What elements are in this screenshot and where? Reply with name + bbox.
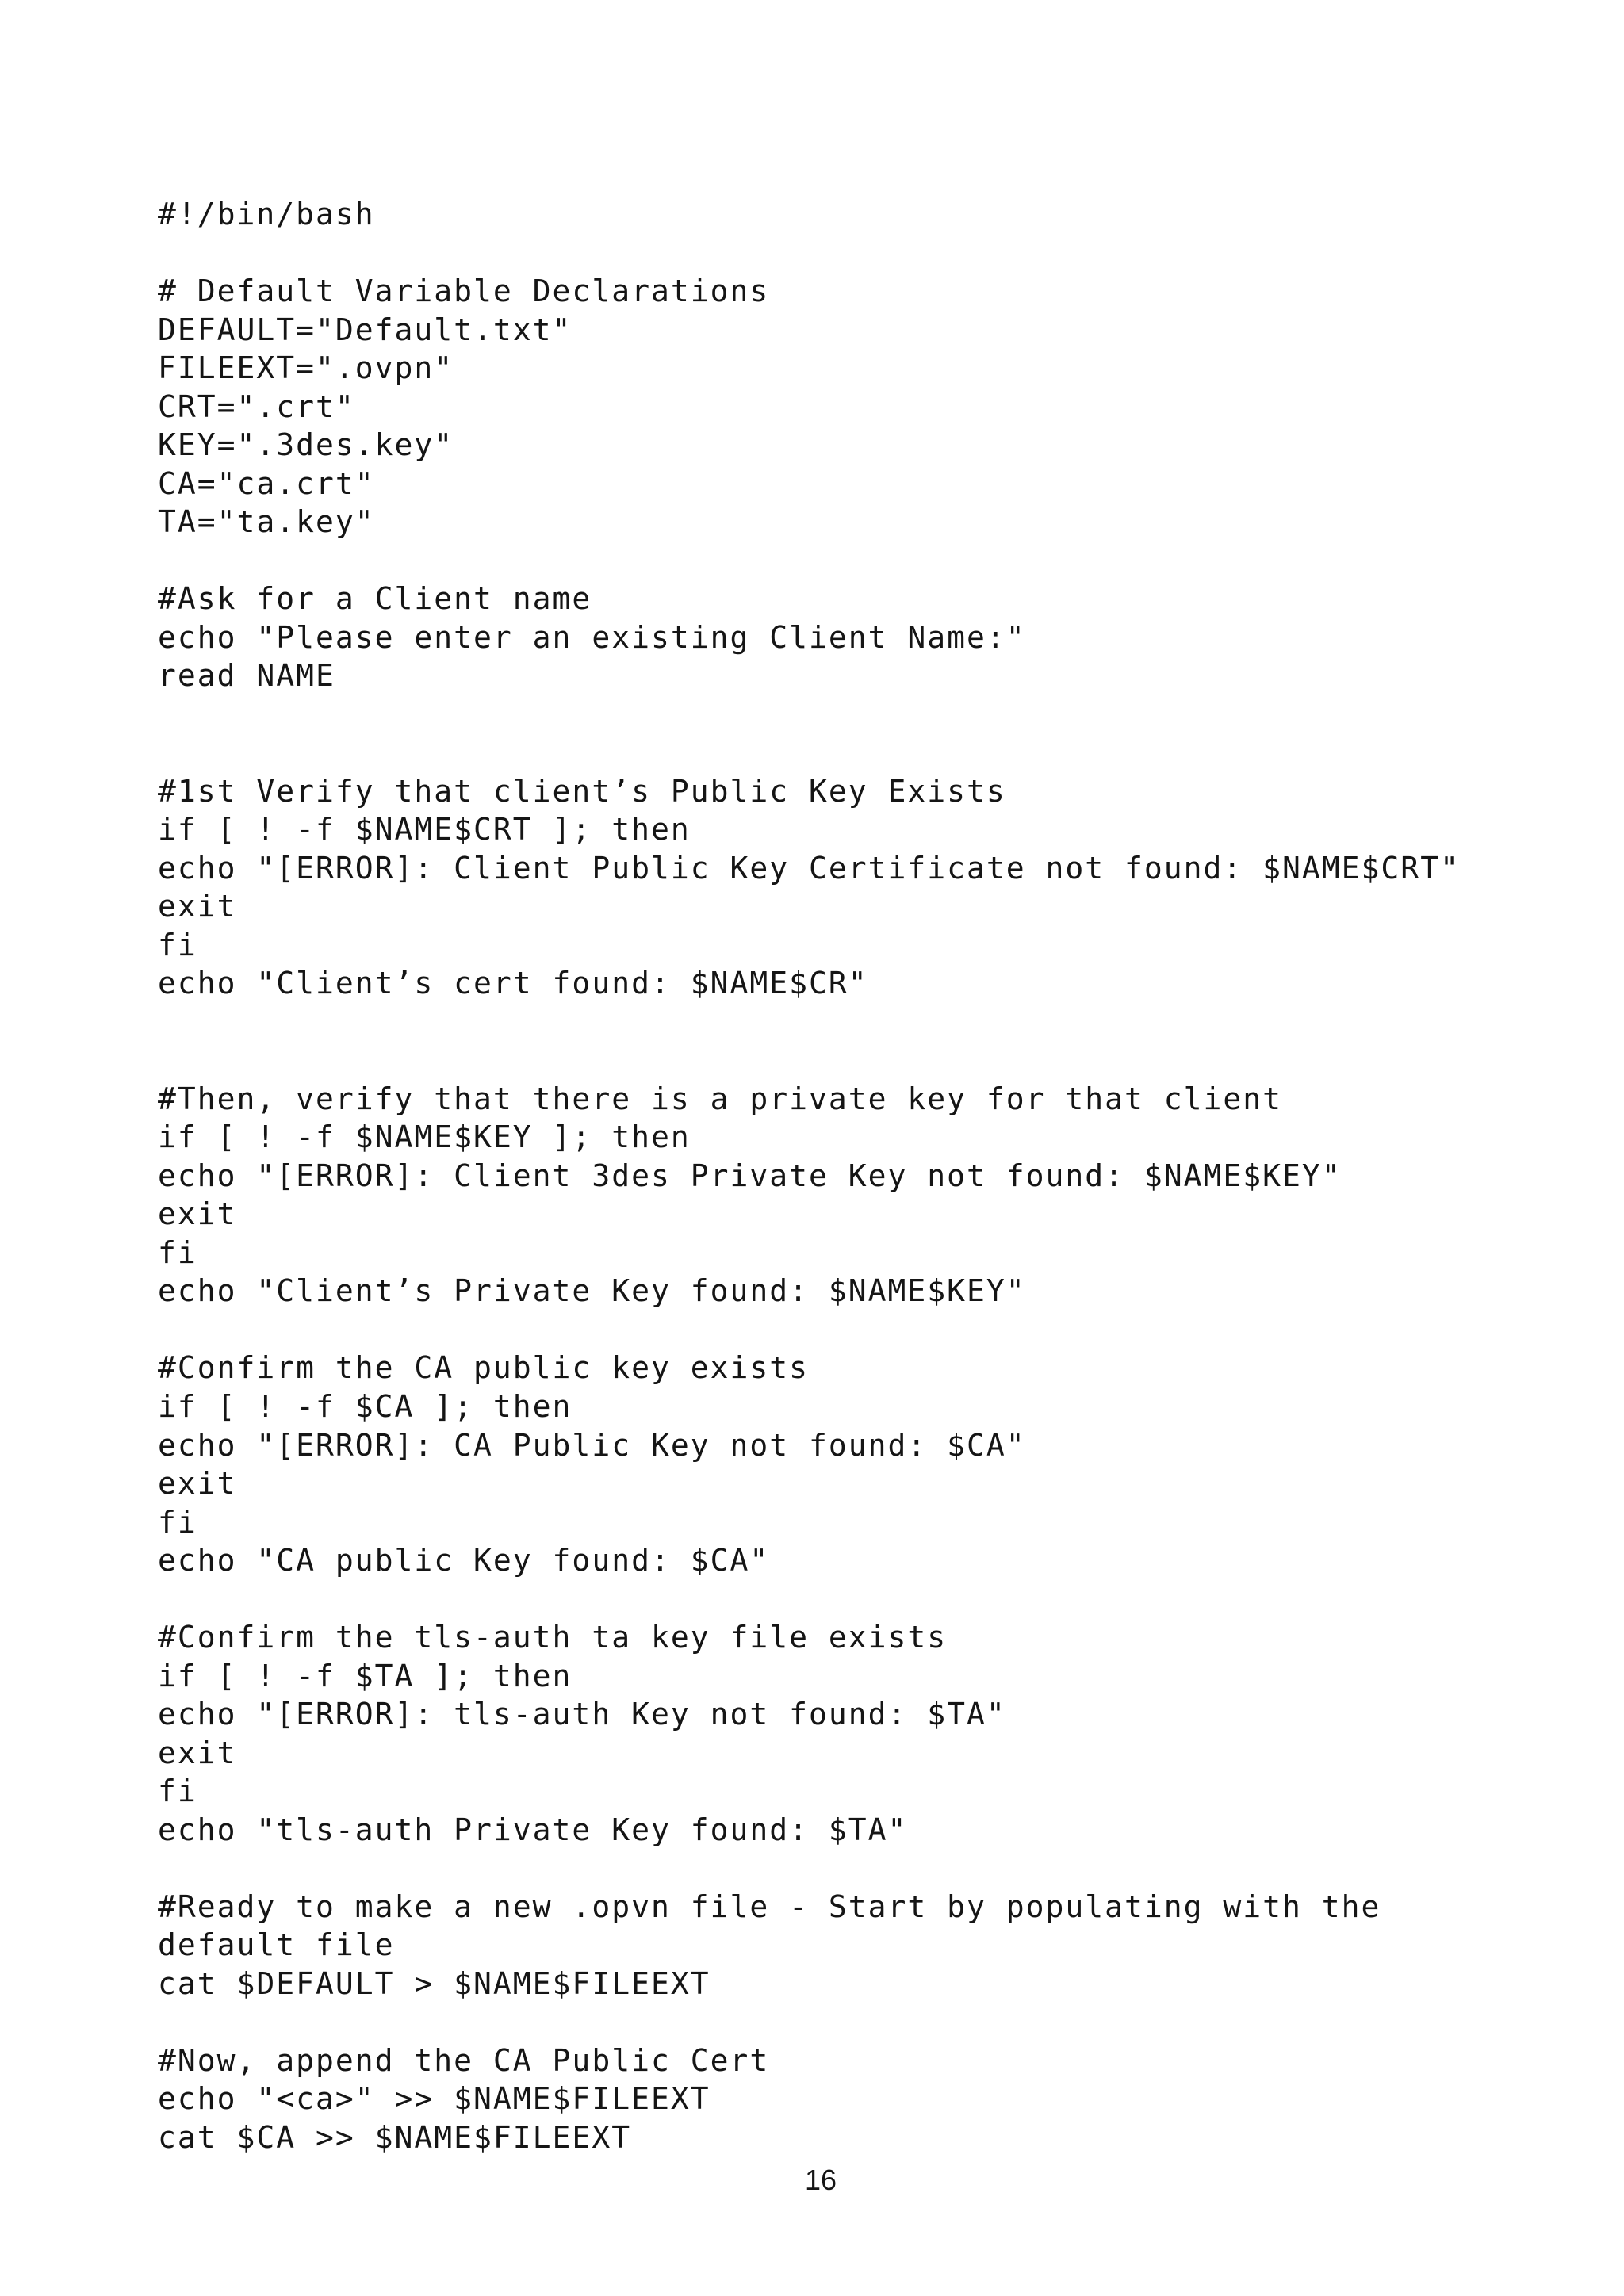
code-line: if [ ! -f $CA ]; then [158,1388,573,1424]
code-line: DEFAULT="Default.txt" [158,312,573,347]
code-line: if [ ! -f $NAME$KEY ]; then [158,1119,691,1155]
code-line: fi [158,1774,197,1809]
code-line: echo "tls-auth Private Key found: $TA" [158,1812,908,1847]
code-line: exit [158,1196,237,1232]
code-line: #!/bin/bash [158,197,375,232]
code-line: exit [158,1735,237,1770]
code-line: KEY=".3des.key" [158,427,454,463]
code-comment-line: #Then, verify that there is a private key for that client [158,1081,1283,1116]
code-line: echo "[ERROR]: Client Public Key Certificate not found: $NAME$CRT" [158,850,1460,886]
code-comment-line: # Default Variable Declarations [158,274,770,309]
code-comment-line: #Confirm the CA public key exists [158,1350,809,1386]
code-line: FILEEXT=".ovpn" [158,350,454,386]
code-line: if [ ! -f $TA ]; then [158,1658,573,1693]
code-line: read NAME [158,658,335,694]
code-line: cat $DEFAULT > $NAME$FILEEXT [158,1965,710,2001]
code-line: echo "[ERROR]: tls-auth Key not found: $TA" [158,1697,1006,1732]
code-line: exit [158,889,237,924]
code-line: echo "Client’s cert found: $NAME$CR" [158,966,868,1001]
code-block-confirm-tls-auth [158,1618,1585,1849]
code-comment-line: #Now, append the CA Public Cert [158,2042,770,2078]
code-line: echo "[ERROR]: CA Public Key not found: $CA" [158,1427,1026,1463]
code-comment-line: #Ask for a Client name [158,581,592,617]
code-block-ask-name [158,580,1585,695]
code-line: exit [158,1466,237,1502]
code-line: fi [158,1504,197,1540]
code-line: TA="ta.key" [158,504,375,540]
code-line: echo "Client’s Private Key found: $NAME$KEY" [158,1273,1026,1309]
code-line: if [ ! -f $NAME$CRT ]; then [158,812,691,848]
code-comment-line: #1st Verify that client’s Public Key Exists [158,773,1006,809]
code-block-verify-public-key [158,772,1585,1003]
code-comment-line: #Ready to make a new .opvn file - Start by populating with the [158,1888,1381,1924]
code-listing [158,195,1585,2156]
code-line: CRT=".crt" [158,388,355,424]
code-line: echo "<ca>" >> $NAME$FILEEXT [158,2081,710,2117]
code-line: fi [158,1234,197,1270]
code-block-verify-private-key [158,1080,1585,1311]
code-block-append-ca [158,2042,1585,2157]
code-line: echo "Please enter an existing Client Name:" [158,619,1026,655]
page-number: 16 [804,2164,837,2196]
code-comment-line: default file [158,1927,395,1963]
code-block-make-ovpn [158,1888,1585,2003]
code-comment-line: #Confirm the tls-auth ta key file exists [158,1620,948,1655]
code-line: CA="ca.crt" [158,465,375,501]
code-block-variables [158,272,1585,541]
code-line: echo "[ERROR]: Client 3des Private Key not found: $NAME$KEY" [158,1158,1342,1193]
code-block-confirm-ca [158,1349,1585,1579]
code-line: cat $CA >> $NAME$FILEEXT [158,2119,632,2155]
code-line: echo "CA public Key found: $CA" [158,1543,770,1578]
code-block-shebang [158,195,1585,234]
code-line: fi [158,927,197,962]
